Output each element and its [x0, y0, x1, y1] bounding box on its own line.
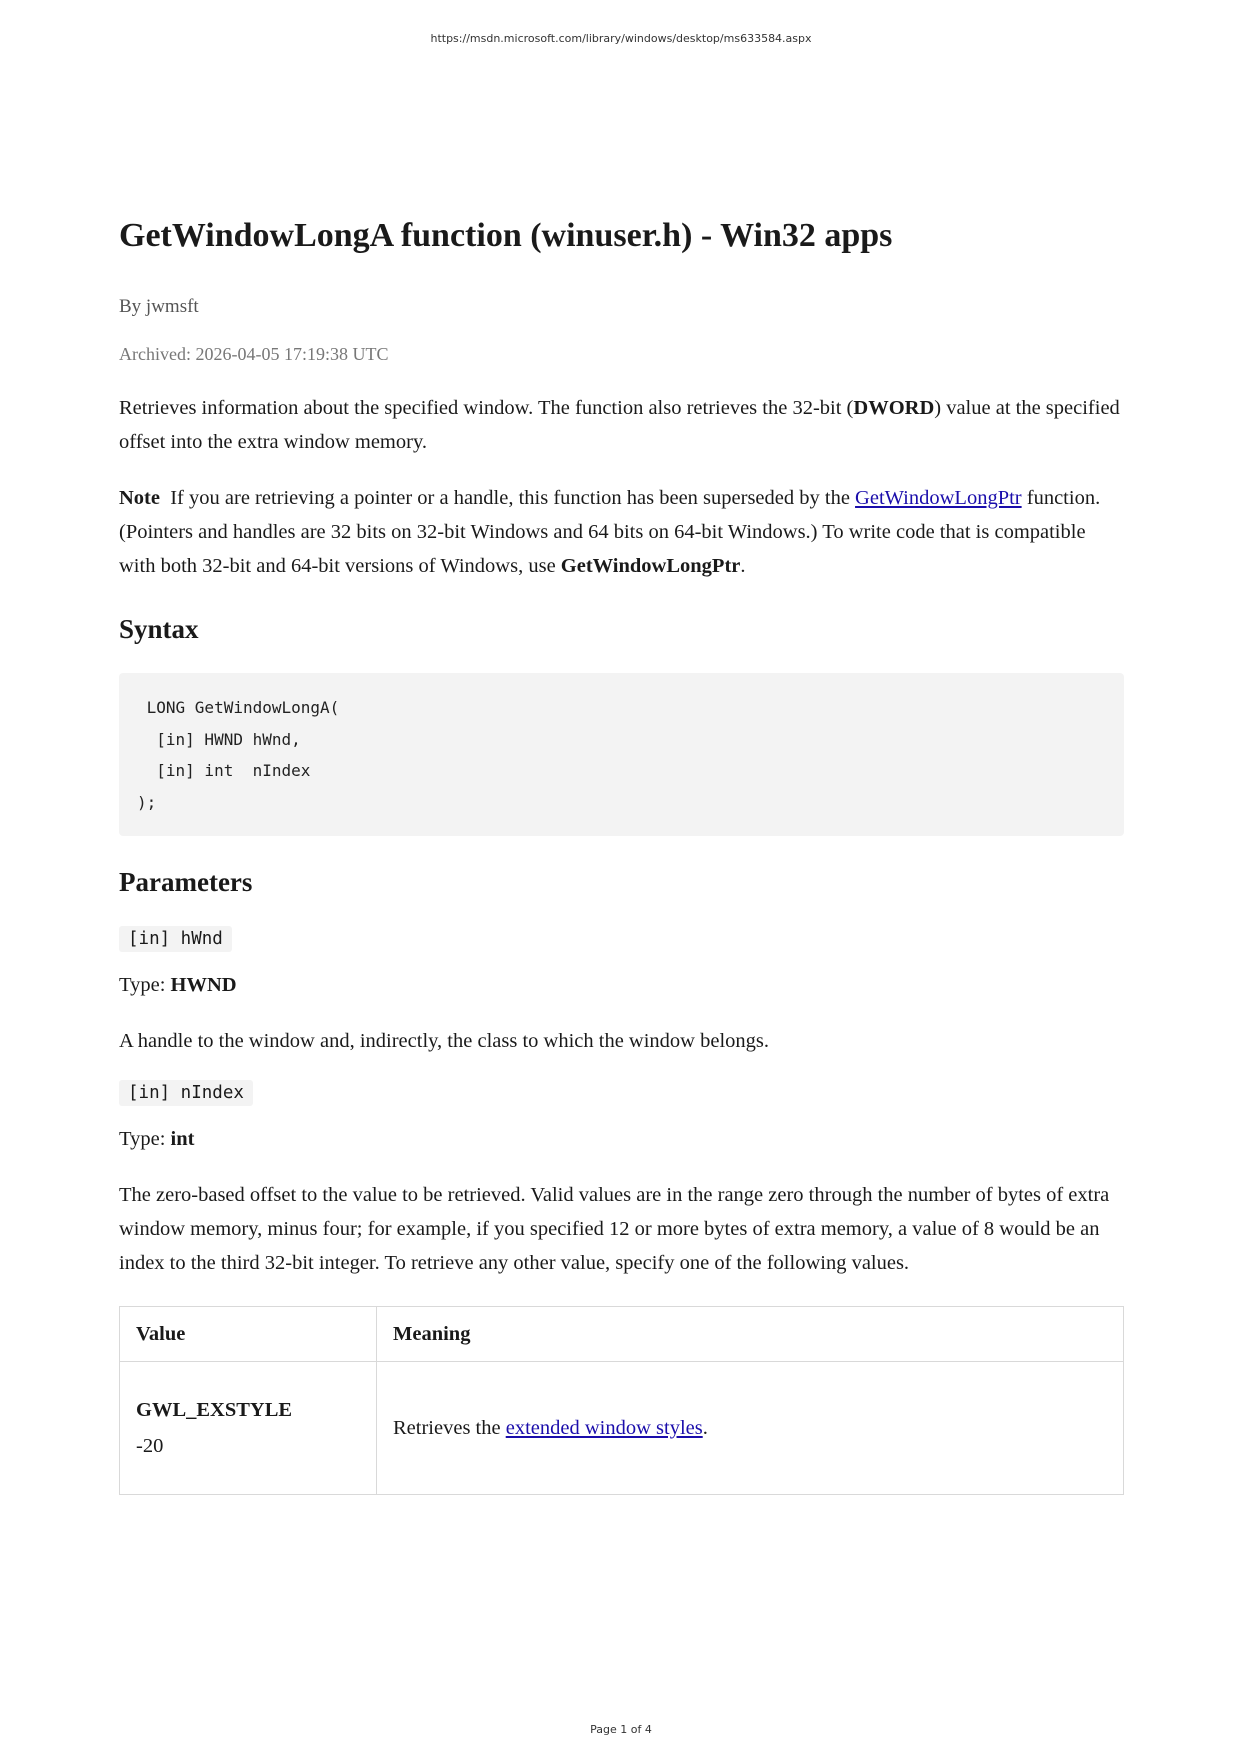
parameters-heading: Parameters: [119, 867, 253, 897]
param-description: The zero-based offset to the value to be retrieved. Valid values are in the range zero through the number of bytes of extra window memory, minus four; for example, if you specified 12 or more bytes of extra memory, a value of 8 would be an index to the third 32-bit integer. To retrieve any other value, specify one of the following values.: [119, 1184, 1110, 1274]
param-name-code: [in] nIndex: [119, 1080, 253, 1106]
intro-text: Retrieves information about the specified window. The function also retrieves the 32-bit (: [119, 397, 854, 419]
note-text-end: .: [740, 555, 746, 577]
syntax-heading: Syntax: [119, 614, 199, 644]
archived-timestamp: Archived: 2026-04-05 17:19:38 UTC: [119, 344, 389, 364]
param-type-value: int: [170, 1128, 195, 1150]
param-type: [119, 968, 1124, 1002]
column-header-value: Value: [120, 1307, 377, 1362]
author-byline: By jwmsft: [119, 296, 199, 317]
table-header-row: [120, 1307, 1124, 1362]
column-header-meaning: Meaning: [377, 1307, 1124, 1362]
table-row: [120, 1362, 1124, 1495]
value-number: -20: [136, 1435, 164, 1457]
parameter-nindex: [119, 1080, 1124, 1280]
getwindowlongptr-link[interactable]: GetWindowLongPtr: [855, 487, 1022, 509]
page-url-header: https://msdn.microsoft.com/library/windows/desktop/ms633584.aspx: [430, 32, 812, 45]
page-number-footer: Page 1 of 4: [590, 1723, 652, 1736]
intro-text-end: ) value at the specified offset into the extra window memory.: [119, 397, 1120, 453]
page-title: GetWindowLongA function (winuser.h) - Win32 apps: [119, 217, 893, 254]
extended-window-styles-link[interactable]: extended window styles: [505, 1417, 703, 1439]
param-name-code: [in] hWnd: [119, 926, 232, 952]
note-paragraph: [119, 481, 1124, 583]
note-text: If you are retrieving a pointer or a handle, this function has been superseded by the: [170, 487, 856, 509]
meaning-text: Retrieves the: [393, 1417, 506, 1439]
param-type-label: Type:: [119, 1128, 171, 1150]
meaning-cell: [377, 1362, 1124, 1495]
value-constant: GWL_EXSTYLE: [136, 1399, 293, 1421]
param-description: A handle to the window and, indirectly, the class to which the window belongs.: [119, 1030, 769, 1052]
values-table: [119, 1306, 1124, 1495]
note-label: Note: [119, 487, 160, 509]
param-type-label: Type:: [119, 974, 171, 996]
param-type: [119, 1122, 1124, 1156]
intro-bold-type: DWORD: [853, 397, 935, 419]
article: [119, 214, 1124, 1495]
value-cell: [120, 1362, 377, 1495]
syntax-code-block: LONG GetWindowLongA( [in] HWND hWnd, [in] int nIndex );: [119, 673, 1124, 836]
param-type-value: HWND: [170, 974, 237, 996]
intro-paragraph: [119, 391, 1124, 459]
note-text-cont: function. (Pointers and handles are 32 bits on 32-bit Windows and 64 bits on 64-bit Windows.) To write code that is compatible with both 32-bit and 64-bit versions of Windows, use: [119, 487, 1101, 577]
meaning-text-end: .: [702, 1417, 708, 1439]
note-bold-function: GetWindowLongPtr: [560, 555, 741, 577]
parameter-hwnd: [119, 926, 1124, 1058]
